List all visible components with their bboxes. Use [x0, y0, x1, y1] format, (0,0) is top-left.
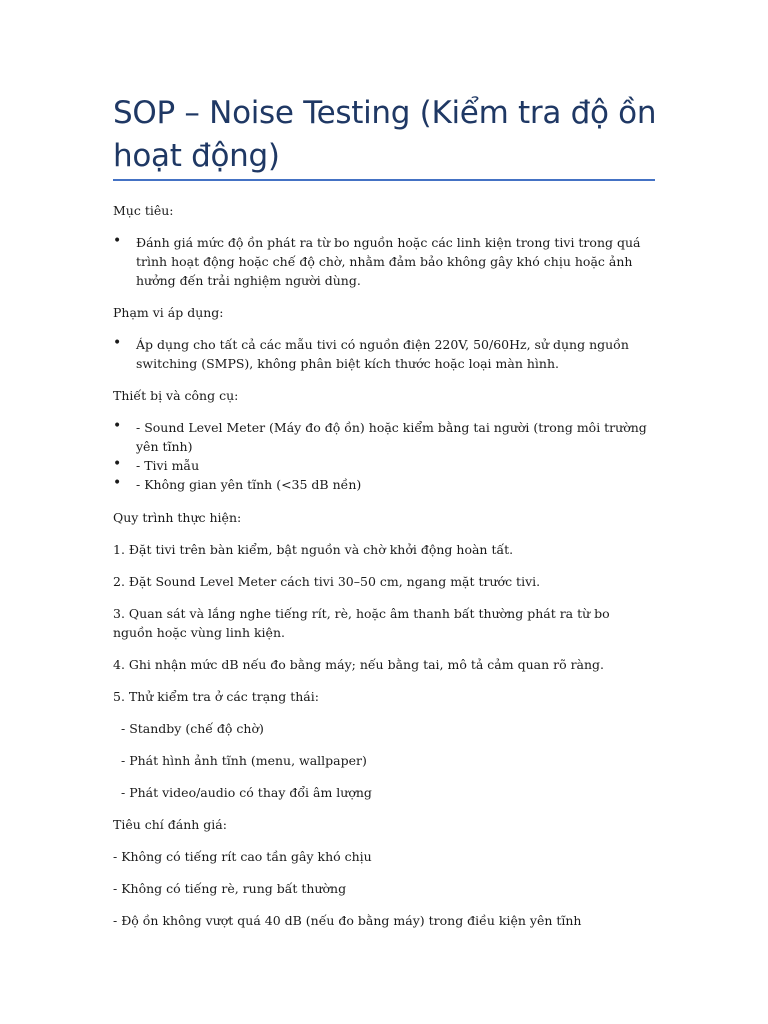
procedure-substep: - Phát hình ảnh tĩnh (menu, wallpaper) — [121, 753, 367, 768]
scope-heading: Phạm vi áp dụng: — [113, 305, 224, 320]
objective-heading: Mục tiêu: — [113, 203, 174, 218]
bullet-icon: • — [113, 418, 122, 434]
procedure-step: 3. Quan sát và lắng nghe tiếng rít, rè, hoặc âm thanh bất thường phát ra từ bo nguồn hoặc vùng linh kiện. — [113, 606, 610, 640]
procedure-substep: - Phát video/audio có thay đổi âm lượng — [121, 785, 372, 800]
objective-bullet-text: Đánh giá mức độ ồn phát ra từ bo nguồn hoặc các linh kiện trong tivi trong quá trình hoạt động hoặc chế độ chờ, nhằm đảm bảo không gây khó chịu hoặc ảnh hưởng đến trải nghiệm người dùng. — [136, 235, 641, 288]
equipment-bullet-text: - Tivi mẫu — [136, 458, 200, 473]
bullet-icon: • — [113, 233, 122, 249]
criteria-heading: Tiêu chí đánh giá: — [113, 817, 227, 832]
bullet-icon: • — [113, 456, 122, 472]
bullet-icon: • — [113, 335, 122, 351]
criteria-item: - Không có tiếng rè, rung bất thường — [113, 881, 347, 896]
equipment-bullet-text: - Sound Level Meter (Máy đo độ ồn) hoặc kiểm bằng tai người (trong môi trường yên tĩnh) — [136, 420, 647, 454]
procedure-step: 4. Ghi nhận mức dB nếu đo bằng máy; nếu bằng tai, mô tả cảm quan rõ ràng. — [113, 657, 605, 672]
procedure-step: 5. Thử kiểm tra ở các trạng thái: — [113, 689, 319, 704]
equipment-bullet-text: - Không gian yên tĩnh (<35 dB nền) — [136, 477, 362, 492]
procedure-substep: - Standby (chế độ chờ) — [121, 721, 264, 736]
criteria-item: - Độ ồn không vượt quá 40 dB (nếu đo bằng máy) trong điều kiện yên tĩnh — [113, 913, 582, 928]
scope-bullet-text: Áp dụng cho tất cả các mẫu tivi có nguồn điện 220V, 50/60Hz, sử dụng nguồn switching (SMPS), không phân biệt kích thước hoặc loại màn hình. — [136, 337, 629, 371]
document-title: SOP – Noise Testing (Kiểm tra độ ồn hoạt động) — [113, 95, 657, 174]
title-underline — [113, 179, 655, 181]
criteria-item: - Không có tiếng rít cao tần gây khó chịu — [113, 849, 372, 864]
equipment-heading: Thiết bị và công cụ: — [113, 388, 239, 403]
procedure-step: 2. Đặt Sound Level Meter cách tivi 30–50 cm, ngang mặt trước tivi. — [113, 574, 541, 589]
procedure-heading: Quy trình thực hiện: — [113, 510, 242, 525]
bullet-icon: • — [113, 475, 122, 491]
procedure-step: 1. Đặt tivi trên bàn kiểm, bật nguồn và chờ khởi động hoàn tất. — [113, 542, 514, 557]
